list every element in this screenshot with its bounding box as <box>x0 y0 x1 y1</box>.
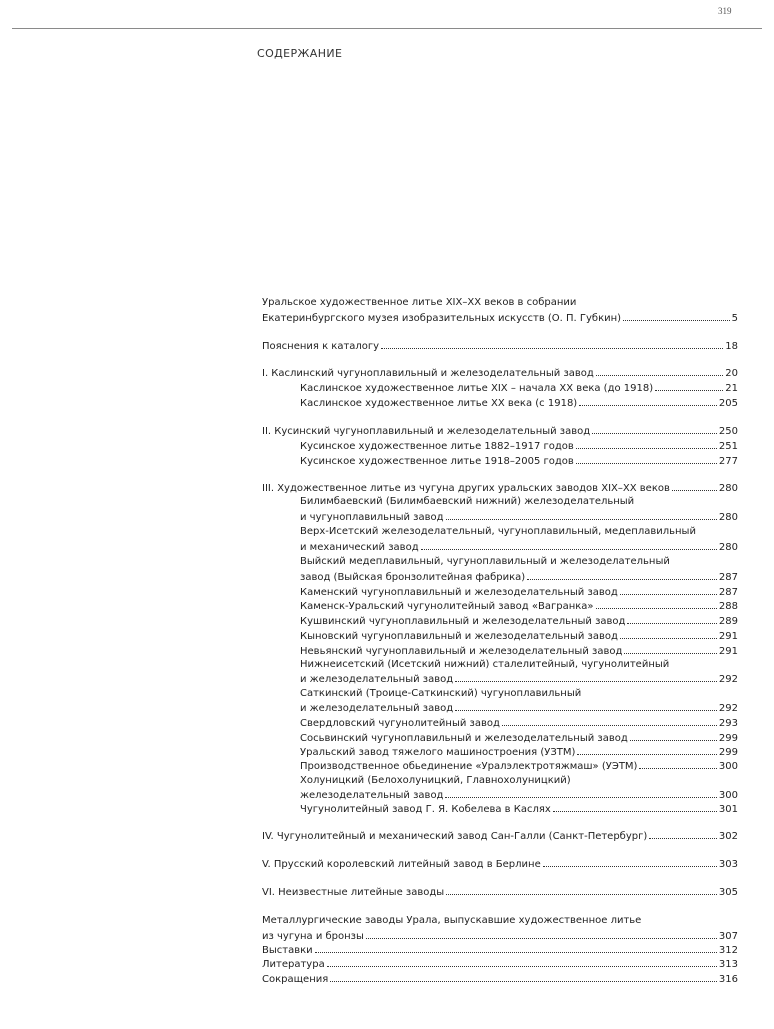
toc-entry-title: Кусинское художественное литье 1882–1917 годов <box>300 441 574 452</box>
toc-entry-page: 313 <box>718 959 738 970</box>
toc-entry: Выйский медеплавильный, чугуноплавильный и железоделательный <box>300 556 670 567</box>
toc-entry-title: V. Прусский королевский литейный завод в Берлине <box>262 859 541 870</box>
toc-entry[interactable] <box>300 599 738 613</box>
toc-entry-title: Свердловский чугунолитейный завод <box>300 718 500 729</box>
toc-entry-title: Чугунолитейный завод Г. Я. Кобелева в Каслях <box>300 804 551 815</box>
toc-entry-page: 291 <box>718 631 738 642</box>
toc-entry-page: 20 <box>725 368 738 379</box>
toc-entry[interactable] <box>300 701 738 715</box>
toc-entry-title: Каслинское художественное литье XIX – начала XX века (до 1918) <box>300 383 654 394</box>
toc-entry[interactable] <box>300 802 738 816</box>
toc-entry-title: Выставки <box>262 945 313 956</box>
toc-entry[interactable] <box>300 381 738 395</box>
toc-entry: Саткинский (Троице-Саткинский) чугуноплавильный <box>300 688 582 699</box>
toc-entry-page: 21 <box>725 383 738 394</box>
page-title: СОДЕРЖАНИЕ <box>257 47 343 60</box>
toc-entry-title: Невьянский чугуноплавильный и железоделательный завод <box>300 646 623 657</box>
toc-entry-page: 299 <box>718 747 738 758</box>
toc-entry-page: 288 <box>718 601 738 612</box>
toc-entry-page: 277 <box>718 456 738 467</box>
toc-entry-page: 303 <box>718 859 738 870</box>
dot-leader <box>543 857 717 867</box>
toc-entry[interactable] <box>300 585 738 599</box>
dot-leader <box>315 943 717 953</box>
dot-leader <box>649 829 717 839</box>
toc-entry-title: VI. Неизвестные литейные заводы <box>262 887 445 898</box>
toc-entry[interactable] <box>262 339 738 353</box>
toc-entry-title: Пояснения к каталогу <box>262 341 380 352</box>
dot-leader <box>579 396 717 406</box>
toc-entry-title: Кушвинский чугуноплавильный и железоделательный завод <box>300 616 626 627</box>
toc-entry-page: 280 <box>718 483 738 494</box>
dot-leader <box>576 439 717 449</box>
toc-entry-page: 307 <box>718 931 738 942</box>
toc-entry[interactable] <box>300 716 738 730</box>
toc-entry[interactable] <box>262 957 738 971</box>
dot-leader <box>596 366 723 376</box>
toc-entry-title: I. Каслинский чугуноплавильный и железоделательный завод <box>262 368 594 379</box>
toc-entry-page: 5 <box>731 313 738 324</box>
dot-leader <box>446 885 717 895</box>
toc-entry[interactable] <box>262 972 738 986</box>
toc-entry-page: 312 <box>718 945 738 956</box>
dot-leader <box>592 424 717 434</box>
toc-entry-title: и механический завод <box>300 542 419 553</box>
toc-entry-title: и железоделательный завод <box>300 703 454 714</box>
toc-entry-title: III. Художественное литье из чугуна других уральских заводов XIX–XX веков <box>262 483 670 494</box>
dot-leader <box>624 644 717 654</box>
toc-entry-page: 305 <box>718 887 738 898</box>
dot-leader <box>577 745 717 755</box>
toc-entry[interactable] <box>300 540 738 554</box>
dot-leader <box>330 972 717 982</box>
dot-leader <box>446 510 717 520</box>
dot-leader <box>630 731 717 741</box>
toc-entry[interactable] <box>300 731 738 745</box>
toc-entry[interactable] <box>300 439 738 453</box>
toc-entry-page: 291 <box>718 646 738 657</box>
toc-entry[interactable] <box>300 614 738 628</box>
dot-leader <box>445 788 716 798</box>
toc-entry[interactable] <box>262 929 738 943</box>
toc-entry-page: 316 <box>718 974 738 985</box>
toc-entry[interactable] <box>300 396 738 410</box>
toc-entry-page: 251 <box>718 441 738 452</box>
toc-entry-title: и железоделательный завод <box>300 674 454 685</box>
toc-entry-title: Екатеринбургского музея изобразительных искусств (О. П. Губкин) <box>262 313 622 324</box>
toc-entry[interactable] <box>300 510 738 524</box>
toc-entry[interactable] <box>262 829 738 843</box>
dot-leader <box>627 614 716 624</box>
dot-leader <box>527 570 717 580</box>
dot-leader <box>576 454 717 464</box>
toc-entry-page: 292 <box>718 703 738 714</box>
toc-entry[interactable] <box>300 454 738 468</box>
dot-leader <box>455 701 717 711</box>
toc-entry[interactable] <box>262 885 738 899</box>
toc-entry[interactable] <box>300 672 738 686</box>
page-number: 319 <box>718 6 732 16</box>
toc-entry-title: Каменск-Уральский чугунолитейный завод «Вагранка» <box>300 601 594 612</box>
toc-entry-title: Производственное обьединение «Уралэлектротяжмаш» (УЭТМ) <box>300 761 638 772</box>
toc-entry-page: 302 <box>718 831 738 842</box>
toc-entry-title: Уральский завод тяжелого машиностроения (УЗТМ) <box>300 747 576 758</box>
dot-leader <box>366 929 717 939</box>
toc-entry-title: Каслинское художественное литье XX века (с 1918) <box>300 398 578 409</box>
toc-entry-page: 287 <box>718 587 738 598</box>
toc-entry-page: 287 <box>718 572 738 583</box>
toc-entry[interactable] <box>262 857 738 871</box>
toc-entry[interactable] <box>300 644 738 658</box>
dot-leader <box>381 339 723 349</box>
toc-entry-page: 299 <box>718 733 738 744</box>
toc-entry[interactable] <box>300 788 738 802</box>
toc-entry[interactable] <box>300 759 738 773</box>
toc-entry-page: 300 <box>718 790 738 801</box>
dot-leader <box>620 629 717 639</box>
dot-leader <box>455 672 717 682</box>
toc-entry-title: II. Кусинский чугуноплавильный и железоделательный завод <box>262 426 591 437</box>
toc-entry-page: 300 <box>718 761 738 772</box>
toc-entry-page: 301 <box>718 804 738 815</box>
toc-entry[interactable] <box>300 629 738 643</box>
toc-entry-page: 250 <box>718 426 738 437</box>
toc-entry-page: 293 <box>718 718 738 729</box>
toc-entry-title: Каменский чугуноплавильный и железоделательный завод <box>300 587 618 598</box>
toc-entry[interactable] <box>262 943 738 957</box>
toc-entry-title: завод (Выйская бронзолитейная фабрика) <box>300 572 526 583</box>
toc-entry: Уральское художественное литье XIX–XX веков в собрании <box>262 297 577 308</box>
toc-entry-page: 292 <box>718 674 738 685</box>
toc-entry-page: 280 <box>718 512 738 523</box>
toc-entry: Металлургические заводы Урала, выпускавшие художественное литье <box>262 915 642 926</box>
toc-entry-page: 280 <box>718 542 738 553</box>
toc-entry-title: IV. Чугунолитейный и механический завод Сан-Галли (Санкт-Петербург) <box>262 831 648 842</box>
dot-leader <box>672 481 717 491</box>
toc-entry: Нижнеисетский (Исетский нижний) сталелитейный, чугунолитейный <box>300 659 670 670</box>
dot-leader <box>421 540 717 550</box>
dot-leader <box>553 802 717 812</box>
toc-entry-title: из чугуна и бронзы <box>262 931 364 942</box>
dot-leader <box>620 585 717 595</box>
toc-entry-title: и чугуноплавильный завод <box>300 512 444 523</box>
toc-entry-page: 289 <box>718 616 738 627</box>
toc-entry: Верх-Исетский железоделательный, чугуноплавильный, медеплавильный <box>300 526 696 537</box>
toc-entry[interactable] <box>262 366 738 380</box>
toc-entry-title: Сосьвинский чугуноплавильный и железоделательный завод <box>300 733 628 744</box>
toc-entry[interactable] <box>300 745 738 759</box>
dot-leader <box>502 716 717 726</box>
dot-leader <box>655 381 723 391</box>
toc-entry-title: Кусинское художественное литье 1918–2005 годов <box>300 456 574 467</box>
toc-entry[interactable] <box>300 570 738 584</box>
toc-entry-title: Сокращения <box>262 974 329 985</box>
dot-leader <box>623 311 730 321</box>
toc-entry: Билимбаевский (Билимбаевский нижний) железоделательный <box>300 496 635 507</box>
toc-entry-page: 18 <box>725 341 738 352</box>
dot-leader <box>596 599 717 609</box>
toc-entry[interactable] <box>262 311 738 325</box>
dot-leader <box>639 759 716 769</box>
toc-entry-title: Кыновский чугуноплавильный и железоделательный завод <box>300 631 618 642</box>
toc-entry[interactable] <box>262 481 738 495</box>
dot-leader <box>327 957 717 967</box>
toc-entry-title: Литература <box>262 959 325 970</box>
toc-entry-page: 205 <box>718 398 738 409</box>
toc-entry: Холуницкий (Белохолуницкий, Главнохолуницкий) <box>300 775 571 786</box>
toc-entry-title: железоделательный завод <box>300 790 444 801</box>
toc-entry[interactable] <box>262 424 738 438</box>
